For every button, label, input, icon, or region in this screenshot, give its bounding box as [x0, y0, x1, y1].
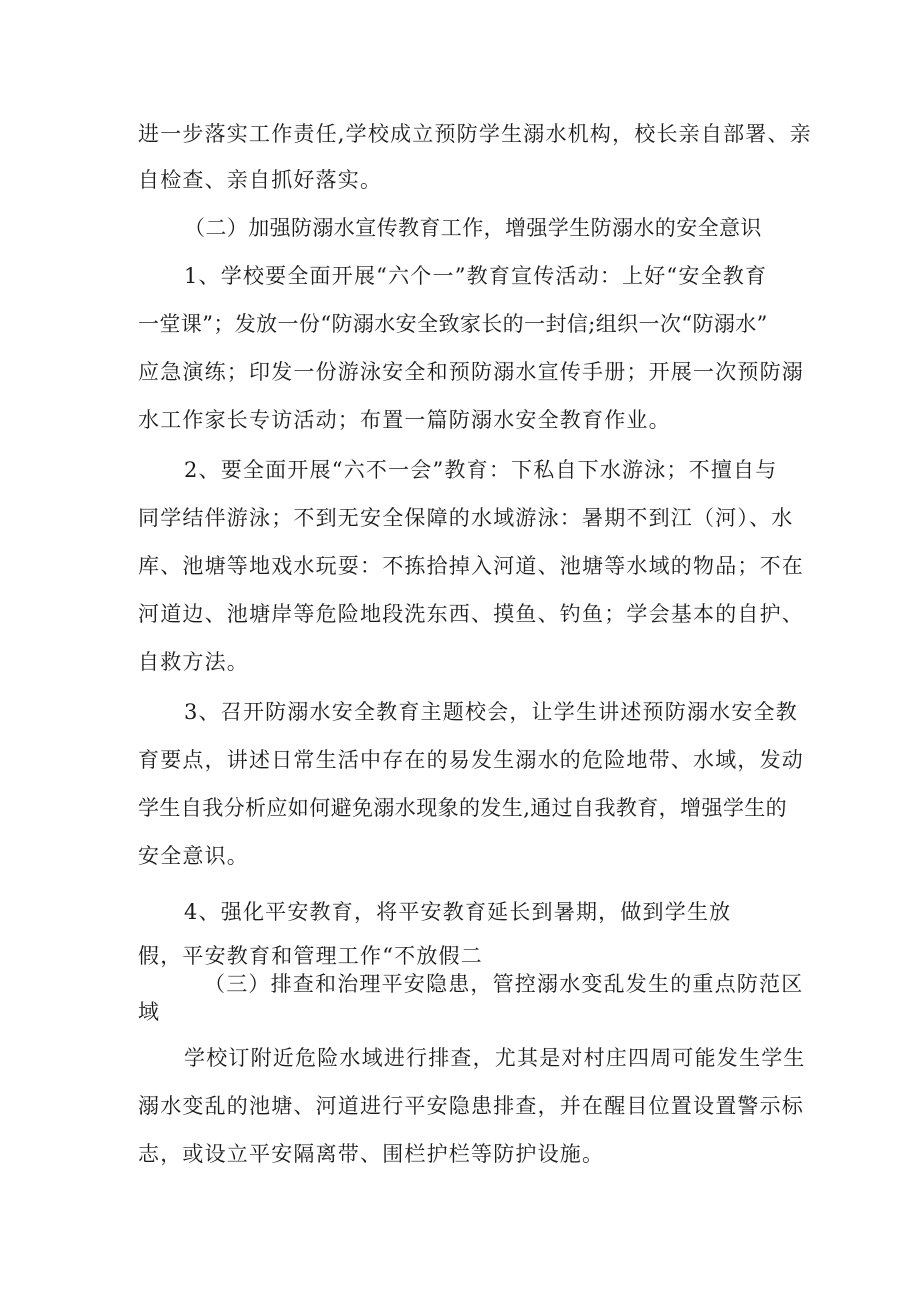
- paragraph-line: 自救方法。: [138, 650, 249, 674]
- paragraph-line: 学生自我分析应如何避免溺水现象的发生,通过自我教育，增强学生的: [138, 796, 788, 820]
- paragraph-line: 1、学校要全面开展“六个一”教育宣传活动：上好“安全教育: [184, 264, 768, 288]
- paragraph-line: 志，或设立平安隔离带、围栏护栏等防护设施。: [138, 1142, 605, 1166]
- paragraph-line: 进一步落实工作责任,学校成立预防学生溺水机构，校长亲自部署、亲: [138, 122, 812, 146]
- paragraph-line: 溺水变乱的池塘、河道进行平安隐患排查，并在醒目位置设置警示标: [138, 1094, 804, 1118]
- paragraph-line: 应急演练；印发一份游泳安全和预防溺水宣传手册；开展一次预防溺: [138, 360, 804, 384]
- section-heading-3: （三）排查和治理平安隐患，管控溺水变乱发生的重点防范区: [204, 972, 804, 996]
- paragraph-line: 2、要全面开展“六不一会”教育：下私自下水游泳；不擅自与: [184, 458, 778, 482]
- paragraph-line: 河道边、池塘岸等危险地段洗东西、摸鱼、钓鱼；学会基本的自护、: [138, 602, 804, 626]
- paragraph-line: 水工作家长专访活动；布置一篇防溺水安全教育作业。: [138, 408, 671, 432]
- paragraph-line: 育要点，讲述日常生活中存在的易发生溺水的危险地带、水域，发动: [138, 748, 804, 772]
- section-heading-3-continued: 域: [138, 1000, 161, 1024]
- paragraph-line: 3、召开防溺水安全教育主题校会，让学生讲述预防溺水安全教: [184, 700, 798, 724]
- section-heading-2: （二）加强防溺水宣传教育工作，增强学生防溺水的安全意识: [184, 216, 762, 240]
- paragraph-line: 库、池塘等地戏水玩耍：不拣拾掉入河道、池塘等水域的物品；不在: [138, 554, 804, 578]
- paragraph-line: 同学结伴游泳；不到无安全保障的水域游泳：暑期不到江（河）、水: [138, 506, 794, 530]
- paragraph-line: 安全意识。: [138, 844, 249, 868]
- paragraph-line: 一堂课”；发放一份“防溺水安全致家长的一封信;组织一次“防溺水”: [138, 312, 768, 336]
- paragraph-line: 自检查、亲自抓好落实。: [138, 168, 383, 192]
- paragraph-line: 4、强化平安教育，将平安教育延长到暑期，做到学生放: [184, 900, 732, 924]
- paragraph-line: 假，平安教育和管理工作“不放假二: [138, 944, 483, 968]
- paragraph-line: 学校订附近危险水域进行排查，尤其是对村庄四周可能发生学生: [184, 1046, 806, 1070]
